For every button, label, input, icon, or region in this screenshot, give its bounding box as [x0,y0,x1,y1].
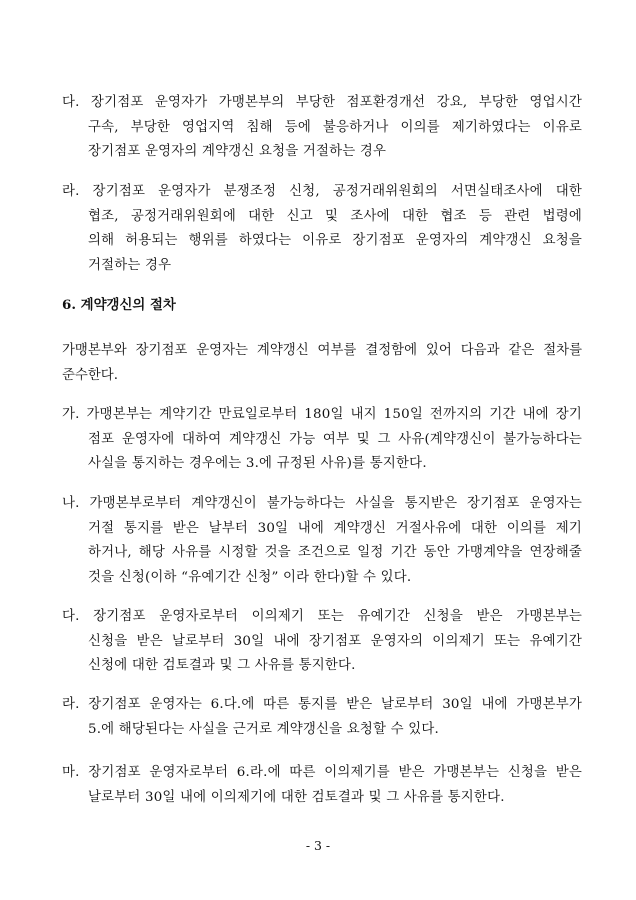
list-item-ra-2 [62,693,582,742]
item-line: 다. 장기점포 운영자로부터 이의제기 또는 유예기간 신청을 받은 가맹본부는 [62,609,582,624]
item-line: 구속, 부당한 영업지역 침해 등에 불응하거나 이의를 제기하였다는 이유로 [88,119,582,135]
item-line: 라. 장기점포 운영자는 6.다.에 따른 통지를 받은 날로부터 30일 내에 가맹본부가 [62,697,582,712]
list-item-ma [62,761,582,810]
item-line: 점포 운영자에 대하여 계약갱신 가능 여부 및 그 사유(계약갱신이 불가능하다는 [88,431,582,447]
section-heading: 6. 계약갱신의 절차 [62,297,176,313]
section-intro [62,339,582,388]
page-number: - 3 - [305,838,331,853]
item-line: 것을 신청(이하 “유예기간 신청” 이라 한다)할 수 있다. [88,569,412,585]
item-line: 마. 장기점포 운영자로부터 6.라.에 따른 이의제기를 받은 가맹본부는 신청을 받은 [62,765,582,780]
item-line: 신청에 대한 검토결과 및 그 사유를 통지한다. [88,658,356,673]
item-line: 의해 허용되는 행위를 하였다는 이유로 장기점포 운영자의 계약갱신 요청을 [88,233,582,248]
intro-line: 준수한다. [62,367,118,383]
intro-line: 가맹본부와 장기점포 운영자는 계약갱신 여부를 결정함에 있어 다음과 같은 절차를 [62,343,582,358]
item-line: 가. 가맹본부는 계약기간 만료일로부터 180일 내지 150일 전까지의 기간 내에 장기 [62,407,582,422]
item-line: 하거나, 해당 사유를 시정할 것을 조건으로 일정 기간 동안 가맹계약을 연장해줄 [88,545,582,560]
list-item-da-2 [62,605,582,679]
item-line: 협조, 공정거래위원회에 대한 신고 및 조사에 대한 협조 등 관련 법령에 [88,208,582,224]
item-line: 거절하는 경우 [88,257,172,273]
list-item-ra-1 [62,180,582,278]
list-item-na [62,492,582,590]
item-line: 장기점포 운영자의 계약갱신 요청을 거절하는 경우 [88,144,387,159]
list-item-ga [62,403,582,477]
item-line: 사실을 통지하는 경우에는 3.에 규정된 사유)를 통지한다. [88,456,427,471]
item-line: 날로부터 30일 내에 이의제기에 대한 검토결과 및 그 사유를 통지한다. [88,789,505,805]
item-line: 거절 통지를 받은 날부터 30일 내에 계약갱신 거절사유에 대한 이의를 제기 [88,520,582,536]
item-line: 라. 장기점포 운영자가 분쟁조정 신청, 공정거래위원회의 서면실태조사에 대한 [62,184,582,199]
item-line: 신청을 받은 날로부터 30일 내에 장기점포 운영자의 이의제기 또는 유예기간 [88,633,582,649]
item-line: 나. 가맹본부로부터 계약갱신이 불가능하다는 사실을 통지받은 장기점포 운영자는 [62,496,582,511]
list-item-da-1 [62,91,582,165]
item-line: 5.에 해당된다는 사실을 근거로 계약갱신을 요청할 수 있다. [88,721,439,737]
item-line: 다. 장기점포 운영자가 가맹본부의 부당한 점포환경개선 강요, 부당한 영업시간 [62,95,582,110]
